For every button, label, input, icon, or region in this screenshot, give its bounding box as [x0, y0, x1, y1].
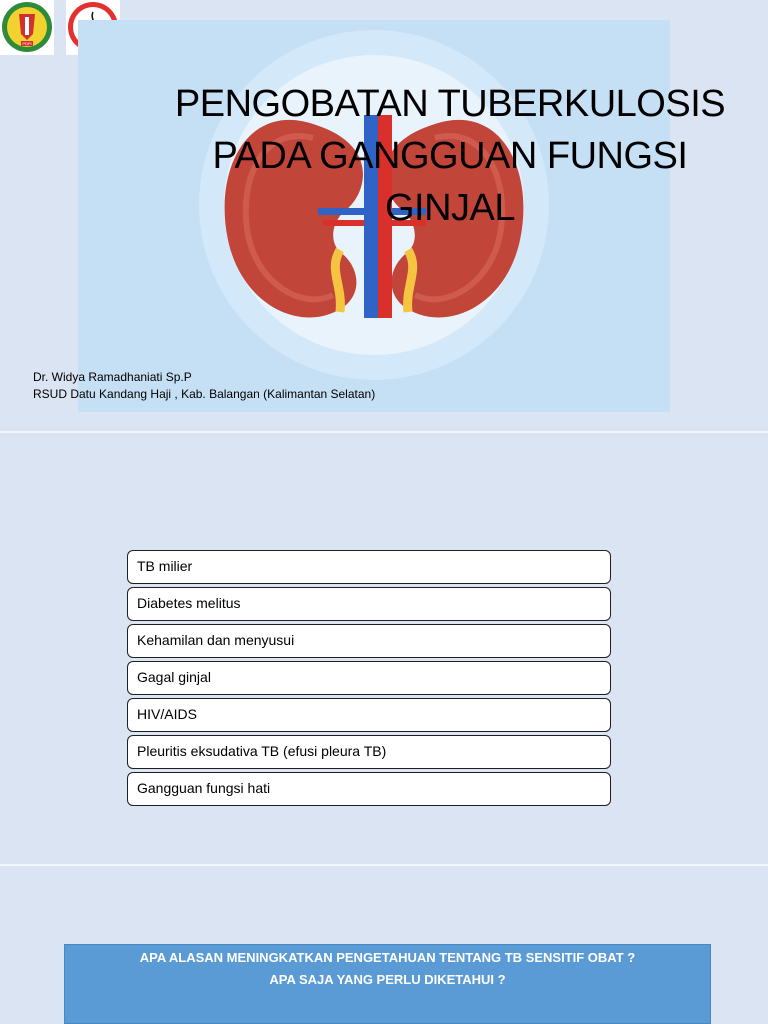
list-item: Gagal ginjal — [127, 661, 611, 695]
slide-title — [78, 78, 768, 234]
question-line-2: APA SAJA YANG PERLU DIKETAHUI ? — [269, 972, 506, 987]
author-block — [33, 369, 375, 403]
list-item: Gangguan fungsi hati — [127, 772, 611, 806]
svg-text:PDPI: PDPI — [22, 41, 32, 46]
title-line-1: PENGOBATAN TUBERKULOSIS — [174, 83, 726, 125]
list-item: Diabetes melitus — [127, 587, 611, 621]
pdpi-logo-icon — [0, 0, 54, 55]
hero-panel — [78, 20, 726, 412]
question-box — [64, 944, 711, 1024]
conditions-slide — [0, 433, 768, 864]
title-line-2: PADA GANGGUAN FUNGSI — [212, 135, 688, 177]
author-institution: RSUD Datu Kandang Haji , Kab. Balangan (Kalimantan Selatan) — [33, 387, 376, 401]
title-line-3: GINJAL — [384, 187, 516, 229]
list-item: Pleuritis eksudativa TB (efusi pleura TB) — [127, 735, 611, 769]
list-item: Kehamilan dan menyusui — [127, 624, 611, 658]
pdpi-logo — [0, 0, 54, 55]
question-slide — [0, 866, 768, 1024]
list-item: TB milier — [127, 550, 611, 584]
list-item: HIV/AIDS — [127, 698, 611, 732]
author-name: Dr. Widya Ramadhaniati Sp.P — [33, 370, 192, 384]
conditions-list — [127, 550, 611, 809]
question-line-1: APA ALASAN MENINGKATKAN PENGETAHUAN TENTANG TB SENSITIF OBAT ? — [139, 950, 636, 965]
title-slide — [0, 0, 768, 431]
